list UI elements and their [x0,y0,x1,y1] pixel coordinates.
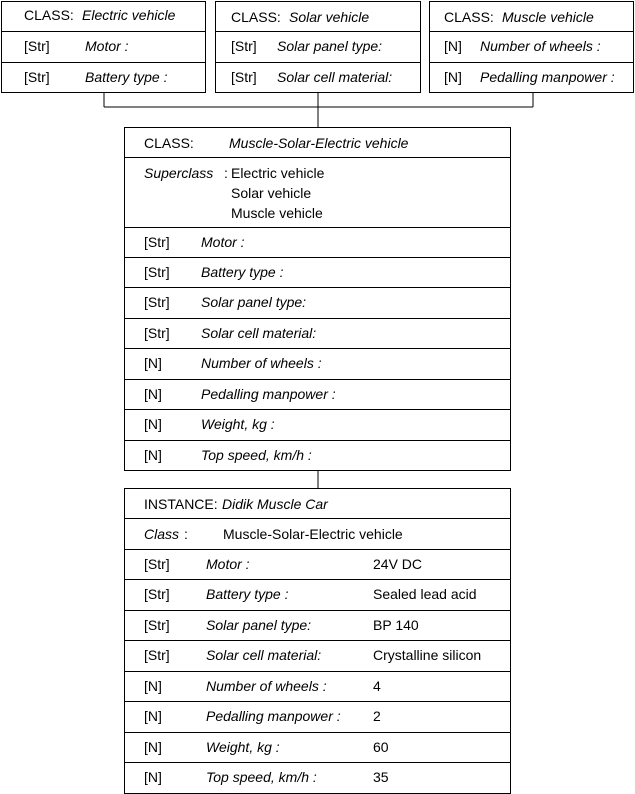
attribute-name: Pedalling manpower : [480,69,615,85]
class-box-electric-vehicle [1,1,206,93]
attribute-name: Solar cell material: [201,325,317,341]
attribute-name: Motor : [201,234,245,250]
attribute-name: Weight, kg : [206,739,280,755]
instance-attribute-row [125,580,510,611]
class-box-combined [124,127,511,471]
attribute-name: Battery type : [201,264,284,280]
attribute-type: [Str] [24,38,50,54]
attribute-name: Motor : [85,38,129,54]
attribute-type: [N] [144,739,162,755]
attribute-type: [Str] [144,586,170,602]
attribute-row [125,288,510,319]
attribute-type: [Str] [144,556,170,572]
attribute-type: [Str] [231,69,257,85]
attribute-name: Battery type : [206,586,289,602]
attribute-row [430,32,633,63]
attribute-value: 24V DC [373,556,423,572]
attribute-type: [Str] [144,325,170,341]
class-header [216,2,420,32]
attribute-name: Pedalling manpower : [201,386,336,402]
superclass-item: Electric vehicle [231,165,325,181]
superclass-section [125,158,510,228]
attribute-value: 60 [373,739,389,755]
attribute-row [125,410,510,441]
attribute-type: [N] [144,447,162,463]
attribute-name: Pedalling manpower : [206,708,341,724]
attribute-name: Number of wheels : [206,678,327,694]
attribute-value: BP 140 [373,617,419,633]
superclass-item: Muscle vehicle [231,205,323,221]
attribute-name: Number of wheels : [201,355,322,371]
instance-class-name: Muscle-Solar-Electric vehicle [223,526,403,542]
class-header [430,2,633,32]
attribute-type: [Str] [144,234,170,250]
attribute-row [125,441,510,470]
superclass-list [231,163,324,223]
attribute-type: [Str] [231,38,257,54]
class-prefix: CLASS: [444,9,494,25]
class-box-muscle-vehicle [429,1,634,93]
instance-attribute-row [125,611,510,641]
attribute-type: [N] [144,678,162,694]
attribute-name: Number of wheels : [480,38,601,54]
attribute-type: [N] [144,355,162,371]
attribute-type: [N] [144,416,162,432]
attribute-row [125,349,510,380]
class-prefix: CLASS: [24,7,74,23]
class-label: Class [144,526,180,542]
attribute-type: [N] [444,69,462,85]
attribute-name: Battery type : [85,69,168,85]
class-prefix: CLASS: [144,135,194,151]
attribute-name: Top speed, km/h : [201,447,312,463]
instance-attribute-row [125,763,510,793]
attribute-row [125,319,510,349]
class-header [2,2,205,32]
superclass-item: Solar vehicle [231,185,312,201]
attribute-name: Solar panel type: [206,617,312,633]
attribute-row [2,32,205,63]
attribute-type: [Str] [144,647,170,663]
instance-attribute-row [125,641,510,672]
attribute-name: Solar cell material: [206,647,322,663]
class-header [125,128,510,158]
instance-name: Didik Muscle Car [222,496,328,512]
attribute-value: Sealed lead acid [373,586,477,602]
instance-header [125,489,510,519]
attribute-row [2,63,205,92]
instance-box [124,488,511,794]
attribute-row [216,32,420,63]
class-box-solar-vehicle [215,1,421,93]
superclass-label: Superclass [144,165,214,181]
attribute-name: Solar panel type: [201,294,307,310]
superclass-colon: : [224,165,228,181]
attribute-type: [Str] [144,264,170,280]
attribute-type: [Str] [144,294,170,310]
attribute-name: Solar panel type: [277,38,383,54]
class-name: Muscle vehicle [502,9,594,25]
class-prefix: CLASS: [231,9,281,25]
attribute-type: [Str] [24,69,50,85]
class-name: Electric vehicle [82,7,176,23]
attribute-row [125,380,510,410]
class-name: Solar vehicle [289,9,370,25]
instance-attribute-row [125,733,510,763]
attribute-row [216,63,420,92]
attribute-value: 2 [373,708,381,724]
attribute-type: [N] [144,769,162,785]
attribute-row [125,258,510,288]
attribute-type: [N] [444,38,462,54]
attribute-row [430,63,633,92]
attribute-name: Weight, kg : [201,416,275,432]
attribute-type: [N] [144,708,162,724]
instance-attribute-row [125,550,510,580]
attribute-name: Solar cell material: [277,69,393,85]
attribute-type: [N] [144,386,162,402]
attribute-row [125,228,510,258]
instance-attribute-row [125,672,510,702]
attribute-value: 4 [373,678,381,694]
attribute-value: 35 [373,769,389,785]
instance-attribute-row [125,702,510,733]
attribute-name: Motor : [206,556,250,572]
class-name: Muscle-Solar-Electric vehicle [229,135,409,151]
attribute-name: Top speed, km/h : [206,769,317,785]
instance-prefix: INSTANCE: [144,496,218,512]
instance-class-row [125,519,510,550]
attribute-type: [Str] [144,617,170,633]
attribute-value: Crystalline silicon [373,647,482,663]
class-colon: : [184,526,188,542]
